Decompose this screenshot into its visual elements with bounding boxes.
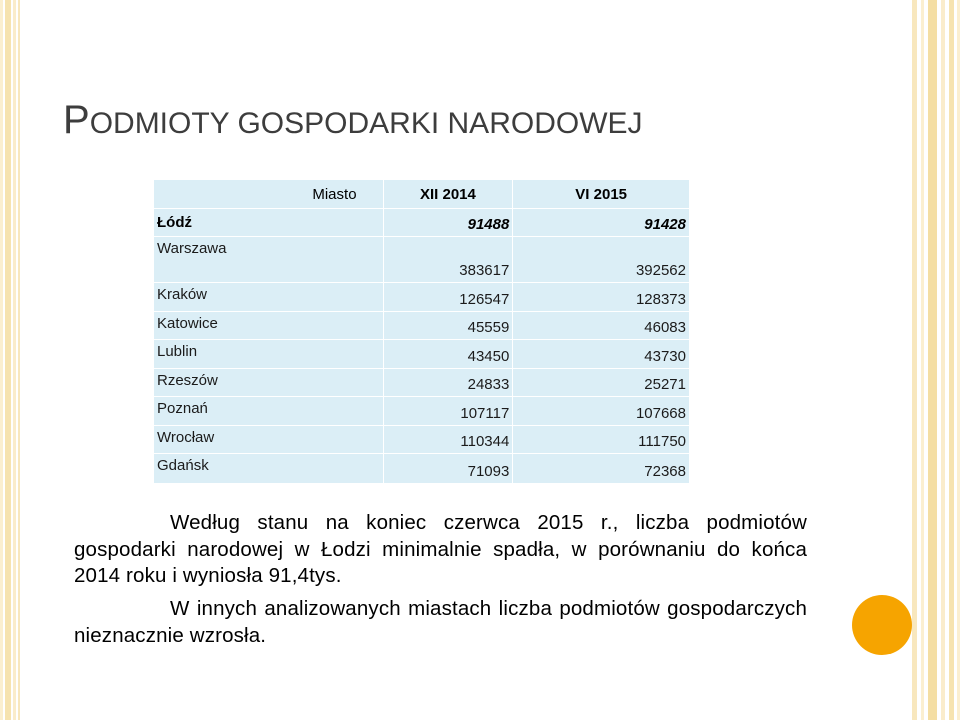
data-table xyxy=(153,179,690,484)
table-row xyxy=(154,283,690,312)
table-row xyxy=(154,312,690,340)
value-cell-2015: 128373 xyxy=(513,283,690,312)
table-row xyxy=(154,340,690,369)
city-cell: Lublin xyxy=(154,340,384,369)
paragraph-other-cities: W innych analizowanych miastach liczba podmiotów gospodarczych nieznacznie wzrosła. xyxy=(74,597,807,647)
table-row xyxy=(154,237,690,283)
title-rest: ODMIOTY GOSPODARKI NARODOWEJ xyxy=(89,107,643,140)
value-cell-2014: 383617 xyxy=(383,237,513,283)
value-cell-2015: 25271 xyxy=(513,369,690,397)
header-city: Miasto xyxy=(154,180,384,209)
paragraph-summary: Według stanu na koniec czerwca 2015 r., liczba podmiotów gospodarki narodowej w Łodzi minimalnie spadła, w porównaniu do końca 2014 roku i wyniosła 91,4tys. xyxy=(74,511,807,587)
table-row xyxy=(154,454,690,484)
orange-circle-decoration xyxy=(852,595,912,655)
table-row xyxy=(154,426,690,454)
value-cell-2015: 91428 xyxy=(513,209,690,237)
value-cell-2015: 111750 xyxy=(513,426,690,454)
city-cell: Łódź xyxy=(154,209,384,237)
city-cell: Warszawa xyxy=(154,237,384,283)
table-header-row xyxy=(154,180,690,209)
header-jun-2015: VI 2015 xyxy=(513,180,690,209)
table-row xyxy=(154,369,690,397)
city-cell: Poznań xyxy=(154,397,384,426)
value-cell-2015: 43730 xyxy=(513,340,690,369)
left-decor-stripe xyxy=(0,0,22,720)
value-cell-2014: 91488 xyxy=(383,209,513,237)
value-cell-2015: 72368 xyxy=(513,454,690,484)
value-cell-2014: 45559 xyxy=(383,312,513,340)
slide-title xyxy=(63,98,643,143)
value-cell-2015: 107668 xyxy=(513,397,690,426)
value-cell-2014: 110344 xyxy=(383,426,513,454)
value-cell-2014: 107117 xyxy=(383,397,513,426)
table-row xyxy=(154,397,690,426)
table-row-lodz xyxy=(154,209,690,237)
right-decor-stripe xyxy=(912,0,960,720)
title-first-letter: P xyxy=(63,98,90,142)
value-cell-2015: 392562 xyxy=(513,237,690,283)
city-cell: Katowice xyxy=(154,312,384,340)
city-cell: Wrocław xyxy=(154,426,384,454)
value-cell-2014: 71093 xyxy=(383,454,513,484)
city-cell: Rzeszów xyxy=(154,369,384,397)
city-cell: Kraków xyxy=(154,283,384,312)
city-cell: Gdańsk xyxy=(154,454,384,484)
value-cell-2015: 46083 xyxy=(513,312,690,340)
value-cell-2014: 24833 xyxy=(383,369,513,397)
value-cell-2014: 126547 xyxy=(383,283,513,312)
header-dec-2014: XII 2014 xyxy=(383,180,513,209)
value-cell-2014: 43450 xyxy=(383,340,513,369)
